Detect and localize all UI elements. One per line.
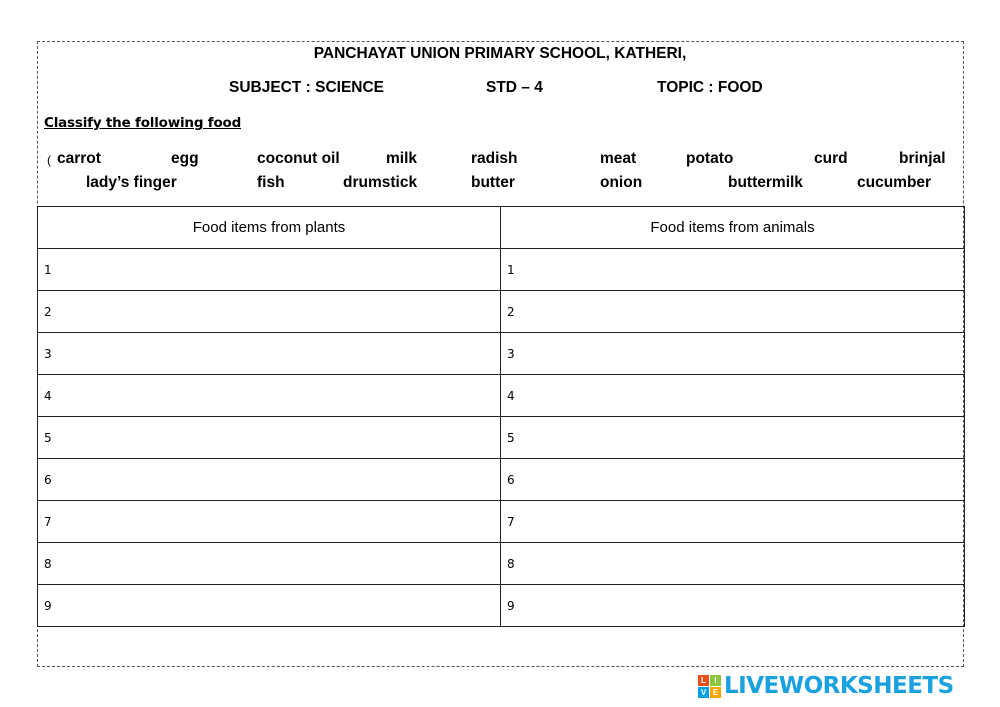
table-row bbox=[38, 375, 965, 417]
plants-answer-cell[interactable]: 3 bbox=[38, 333, 501, 375]
animals-answer-cell[interactable]: 6 bbox=[501, 459, 965, 501]
food-word: carrot bbox=[57, 150, 101, 167]
animals-answer-cell[interactable]: 3 bbox=[501, 333, 965, 375]
table-row bbox=[38, 291, 965, 333]
table-row bbox=[38, 249, 965, 291]
table-row bbox=[38, 543, 965, 585]
food-word: coconut oil bbox=[257, 150, 340, 167]
food-word: egg bbox=[171, 150, 199, 167]
open-paren: ( bbox=[47, 153, 51, 167]
table-row bbox=[38, 585, 965, 627]
table-row bbox=[38, 417, 965, 459]
instruction-text: Classify the following food bbox=[44, 115, 242, 131]
food-word: buttermilk bbox=[728, 174, 803, 191]
food-word: onion bbox=[600, 174, 643, 191]
table-row bbox=[38, 459, 965, 501]
plants-answer-cell[interactable]: 5 bbox=[38, 417, 501, 459]
logo-letter: I bbox=[710, 675, 721, 686]
animals-answer-cell[interactable]: 2 bbox=[501, 291, 965, 333]
food-word: brinjal bbox=[899, 150, 946, 167]
plants-answer-cell[interactable]: 7 bbox=[38, 501, 501, 543]
animals-answer-cell[interactable]: 4 bbox=[501, 375, 965, 417]
animals-answer-cell[interactable]: 7 bbox=[501, 501, 965, 543]
plants-answer-cell[interactable]: 6 bbox=[38, 459, 501, 501]
school-name: PANCHAYAT UNION PRIMARY SCHOOL, KATHERI, bbox=[313, 45, 687, 62]
logo-letter: E bbox=[710, 687, 721, 698]
food-word: meat bbox=[600, 150, 637, 167]
plants-answer-cell[interactable]: 4 bbox=[38, 375, 501, 417]
animals-answer-cell[interactable]: 1 bbox=[501, 249, 965, 291]
animals-answer-cell[interactable]: 8 bbox=[501, 543, 965, 585]
plants-column-header: Food items from plants bbox=[38, 207, 501, 249]
plants-answer-cell[interactable]: 9 bbox=[38, 585, 501, 627]
table-row bbox=[38, 333, 965, 375]
liveworksheets-logo-icon bbox=[698, 675, 721, 698]
logo-letter: V bbox=[698, 687, 709, 698]
food-word: butter bbox=[471, 174, 515, 191]
std-label: STD – 4 bbox=[486, 79, 543, 96]
food-word: radish bbox=[471, 150, 518, 167]
brand-wordmark: LIVEWORKSHEETS bbox=[724, 673, 954, 699]
subject-label: SUBJECT : SCIENCE bbox=[229, 79, 385, 96]
food-word: lady’s finger bbox=[86, 174, 177, 191]
animals-answer-cell[interactable]: 5 bbox=[501, 417, 965, 459]
food-word: curd bbox=[814, 150, 848, 167]
animals-answer-cell[interactable]: 9 bbox=[501, 585, 965, 627]
plants-answer-cell[interactable]: 2 bbox=[38, 291, 501, 333]
liveworksheets-brand bbox=[698, 672, 954, 700]
table-header-row bbox=[38, 207, 965, 249]
classification-table bbox=[37, 206, 965, 627]
animals-column-header: Food items from animals bbox=[501, 207, 965, 249]
logo-letter: L bbox=[698, 675, 709, 686]
table-row bbox=[38, 501, 965, 543]
topic-label: TOPIC : FOOD bbox=[657, 79, 763, 96]
food-word: milk bbox=[386, 150, 418, 167]
food-word: potato bbox=[686, 150, 734, 167]
plants-answer-cell[interactable]: 8 bbox=[38, 543, 501, 585]
food-word: cucumber bbox=[857, 174, 932, 191]
food-word: drumstick bbox=[343, 174, 418, 191]
plants-answer-cell[interactable]: 1 bbox=[38, 249, 501, 291]
food-word: fish bbox=[257, 174, 285, 191]
